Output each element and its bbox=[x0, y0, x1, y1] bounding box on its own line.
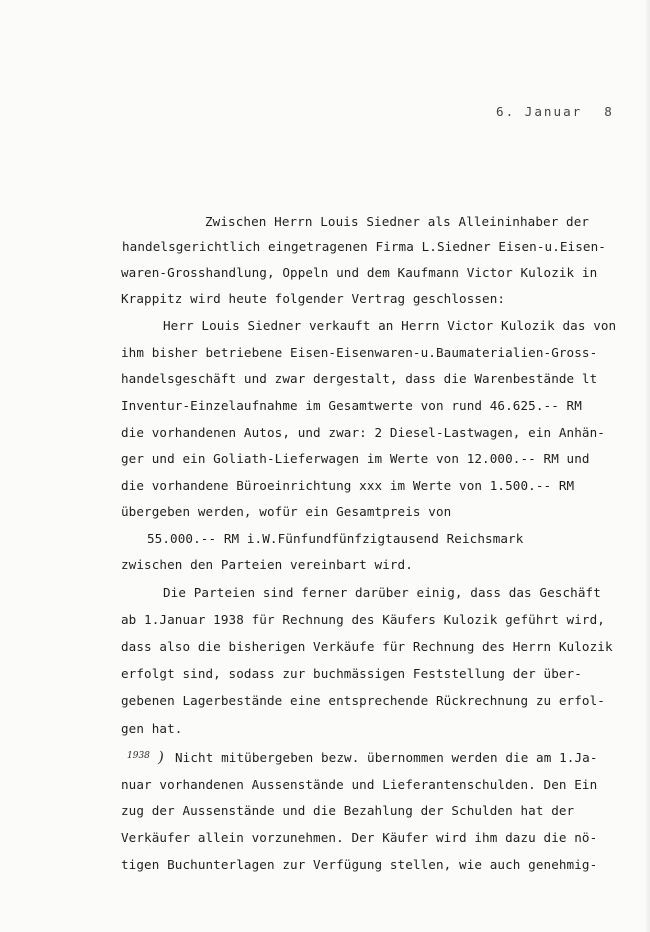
text-line: die vorhandene Büroeinrichtung xxx im Werte von 1.500.-- RM bbox=[121, 478, 575, 493]
text-line: übergeben werden, wofür ein Gesamtpreis von bbox=[121, 504, 452, 519]
text-line: ger und ein Goliath-Lieferwagen im Werte von 12.000.-- RM und bbox=[121, 451, 590, 466]
text-line: Verkäufer allein vorzunehmen. Der Käufer wird ihm dazu die nö- bbox=[121, 830, 598, 845]
text-line: nuar vorhandenen Aussenstände und Lieferantenschulden. Den Ein bbox=[121, 777, 598, 792]
text-line: zwischen den Parteien vereinbart wird. bbox=[121, 557, 413, 572]
text-line: erfolgt sind, sodass zur buchmässigen Feststellung der über- bbox=[121, 666, 582, 681]
text-line: tigen Buchunterlagen zur Verfügung stellen, wie auch genehmig- bbox=[121, 857, 598, 872]
text-line: Zwischen Herrn Louis Siedner als Alleininhaber der bbox=[205, 214, 590, 229]
document-date bbox=[496, 104, 614, 119]
date-text: 6. Januar bbox=[496, 104, 583, 119]
text-line: waren-Grosshandlung, Oppeln und dem Kaufmann Victor Kulozik in bbox=[121, 265, 598, 280]
page-edge-shadow bbox=[644, 0, 650, 932]
text-line: Nicht mitübergeben bezw. übernommen werden die am 1.Ja- bbox=[175, 750, 598, 765]
text-line: handelsgerichtlich eingetragenen Firma L.Siedner Eisen-u.Eisen- bbox=[122, 239, 606, 254]
text-line: Die Parteien sind ferner darüber einig, dass das Geschäft bbox=[163, 585, 601, 600]
text-line: dass also die bisherigen Verkäufe für Rechnung des Herrn Kulozik bbox=[121, 639, 613, 654]
text-line: handelsgeschäft und zwar dergestalt, dass die Warenbestände lt bbox=[121, 371, 598, 386]
text-line: Inventur-Einzelaufnahme im Gesamtwerte von rund 46.625.-- RM bbox=[121, 398, 582, 413]
text-line: gebenen Lagerbestände eine entsprechende Rückrechnung zu erfol- bbox=[121, 693, 605, 708]
text-line: 55.000.-- RM i.W.Fünfundfünfzigtausend Reichsmark bbox=[147, 531, 524, 546]
text-line: ihm bisher betriebene Eisen-Eisenwaren-u.Baumaterialien-Gross- bbox=[121, 345, 598, 360]
handwritten-bracket: ) bbox=[158, 748, 164, 766]
text-line: Herr Louis Siedner verkauft an Herrn Victor Kulozik das von bbox=[163, 318, 617, 333]
text-line: Krappitz wird heute folgender Vertrag geschlossen: bbox=[121, 291, 506, 306]
text-line: gen hat. bbox=[121, 721, 183, 736]
text-line: zug der Aussenstände und die Bezahlung der Schulden hat der bbox=[121, 803, 575, 818]
handwritten-year-insertion: 1938 bbox=[127, 751, 150, 761]
text-line: ab 1.Januar 1938 für Rechnung des Käufers Kulozik geführt wird, bbox=[121, 612, 605, 627]
text-line: die vorhandenen Autos, und zwar: 2 Diesel-Lastwagen, ein Anhän- bbox=[121, 425, 605, 440]
page-number: 8 bbox=[604, 104, 614, 119]
